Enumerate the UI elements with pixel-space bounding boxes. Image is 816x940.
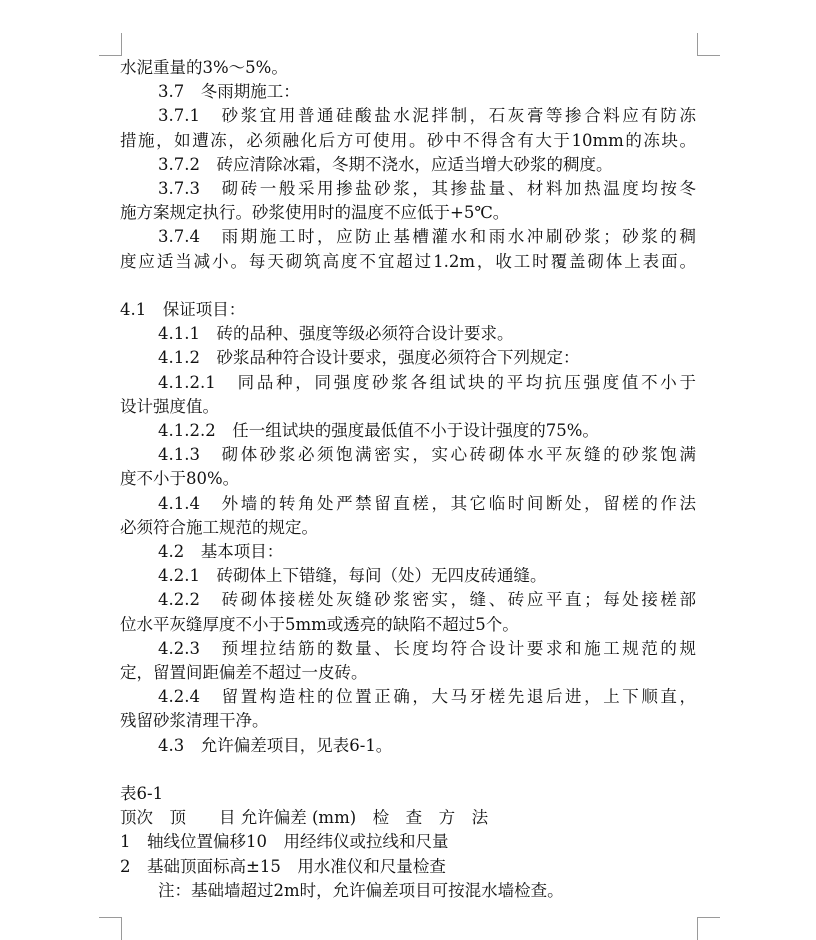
text-line: 注：基础墙超过2m时，允许偏差项目可按混水墙检查。: [158, 880, 564, 900]
text-line: 4.1.2.2 任一组试块的强度最低值不小于设计强度的75%。: [158, 421, 599, 440]
text-line: 水泥重量的3%～5%。: [120, 58, 288, 77]
margin-mark-bottom-right: [697, 917, 720, 940]
text-line: 4.2.2 砖砌体接槎处灰缝砂浆密实，缝、砖应平直；每处接槎部: [158, 590, 696, 610]
text-line: 4.2.3 预埋拉结筋的数量、长度均符合设计要求和施工规范的规: [158, 638, 696, 658]
text-line: 3.7.2 砖应清除冰霜，冬期不浇水，应适当增大砂浆的稠度。: [158, 154, 613, 174]
text-line: 3.7.3 砌砖一般采用掺盐砂浆，其掺盐量、材料加热温度均按冬: [158, 179, 696, 198]
text-line: 2 基础顶面标高±15 用水准仪和尺量检查: [120, 856, 446, 876]
text-line: 4.1.4 外墙的转角处严禁留直槎，其它临时间断处，留槎的作法: [158, 493, 696, 513]
text-line: 1 轴线位置偏移10 用经纬仪或拉线和尺量: [120, 832, 449, 852]
blank-line: [120, 274, 696, 298]
margin-mark-top-left: [99, 33, 122, 56]
text-line: 顶次 顶 目 允许偏差 (mm) 检 查 方 法: [120, 808, 489, 828]
blank-line: [120, 758, 696, 782]
text-line: 定，留置间距偏差不超过一皮砖。: [120, 663, 368, 682]
text-line: 4.1.1 砖的品种、强度等级必须符合设计要求。: [158, 324, 514, 344]
text-line: 4.1.2.1 同品种，同强度砂浆各组试块的平均抗压强度值不小于: [158, 372, 696, 392]
text-line: 措施，如遭冻，必须融化后方可使用。砂中不得含有大于10mm的冻块。: [120, 130, 696, 150]
text-line: 3.7 冬雨期施工：: [158, 82, 300, 102]
text-line: 4.2.4 留置构造柱的位置正确，大马牙槎先退后进，上下顺直，: [158, 687, 696, 707]
text-line: 设计强度值。: [120, 396, 219, 416]
text-line: 度不小于80%。: [120, 469, 240, 489]
text-line: 残留砂浆清理干净。: [120, 711, 269, 731]
text-line: 4.2 基本项目：: [158, 542, 284, 561]
text-line: 4.3 允许偏差项目，见表6-1。: [158, 735, 393, 755]
text-line: 表6-1: [120, 784, 164, 803]
margin-mark-top-right: [697, 33, 720, 56]
text-line: 必须符合施工规范的规定。: [120, 517, 318, 537]
text-line: 施方案规定执行。砂浆使用时的温度不应低于+5℃。: [120, 203, 510, 223]
text-line: 4.2.1 砖砌体上下错缝，每间（处）无四皮砖通缝。: [158, 566, 547, 586]
text-line: 4.1 保证项目：: [120, 300, 246, 319]
text-line: 度应适当减小。每天砌筑高度不宜超过1.2m，收工时覆盖砌体上表面。: [120, 251, 696, 271]
text-line: 位水平灰缝厚度不小于5mm或透亮的缺陷不超过5个。: [120, 614, 519, 634]
text-line: 3.7.4 雨期施工时，应防止基槽灌水和雨水冲刷砂浆；砂浆的稠: [158, 227, 696, 247]
text-line: 4.1.2 砂浆品种符合设计要求，强度必须符合下列规定：: [158, 348, 580, 368]
margin-mark-bottom-left: [99, 917, 122, 940]
text-line: 4.1.3 砌体砂浆必须饱满密实，实心砖砌体水平灰缝的砂浆饱满: [158, 445, 696, 465]
text-line: 3.7.1 砂浆宜用普通硅酸盐水泥拌制，石灰膏等掺合料应有防冻: [158, 106, 696, 126]
